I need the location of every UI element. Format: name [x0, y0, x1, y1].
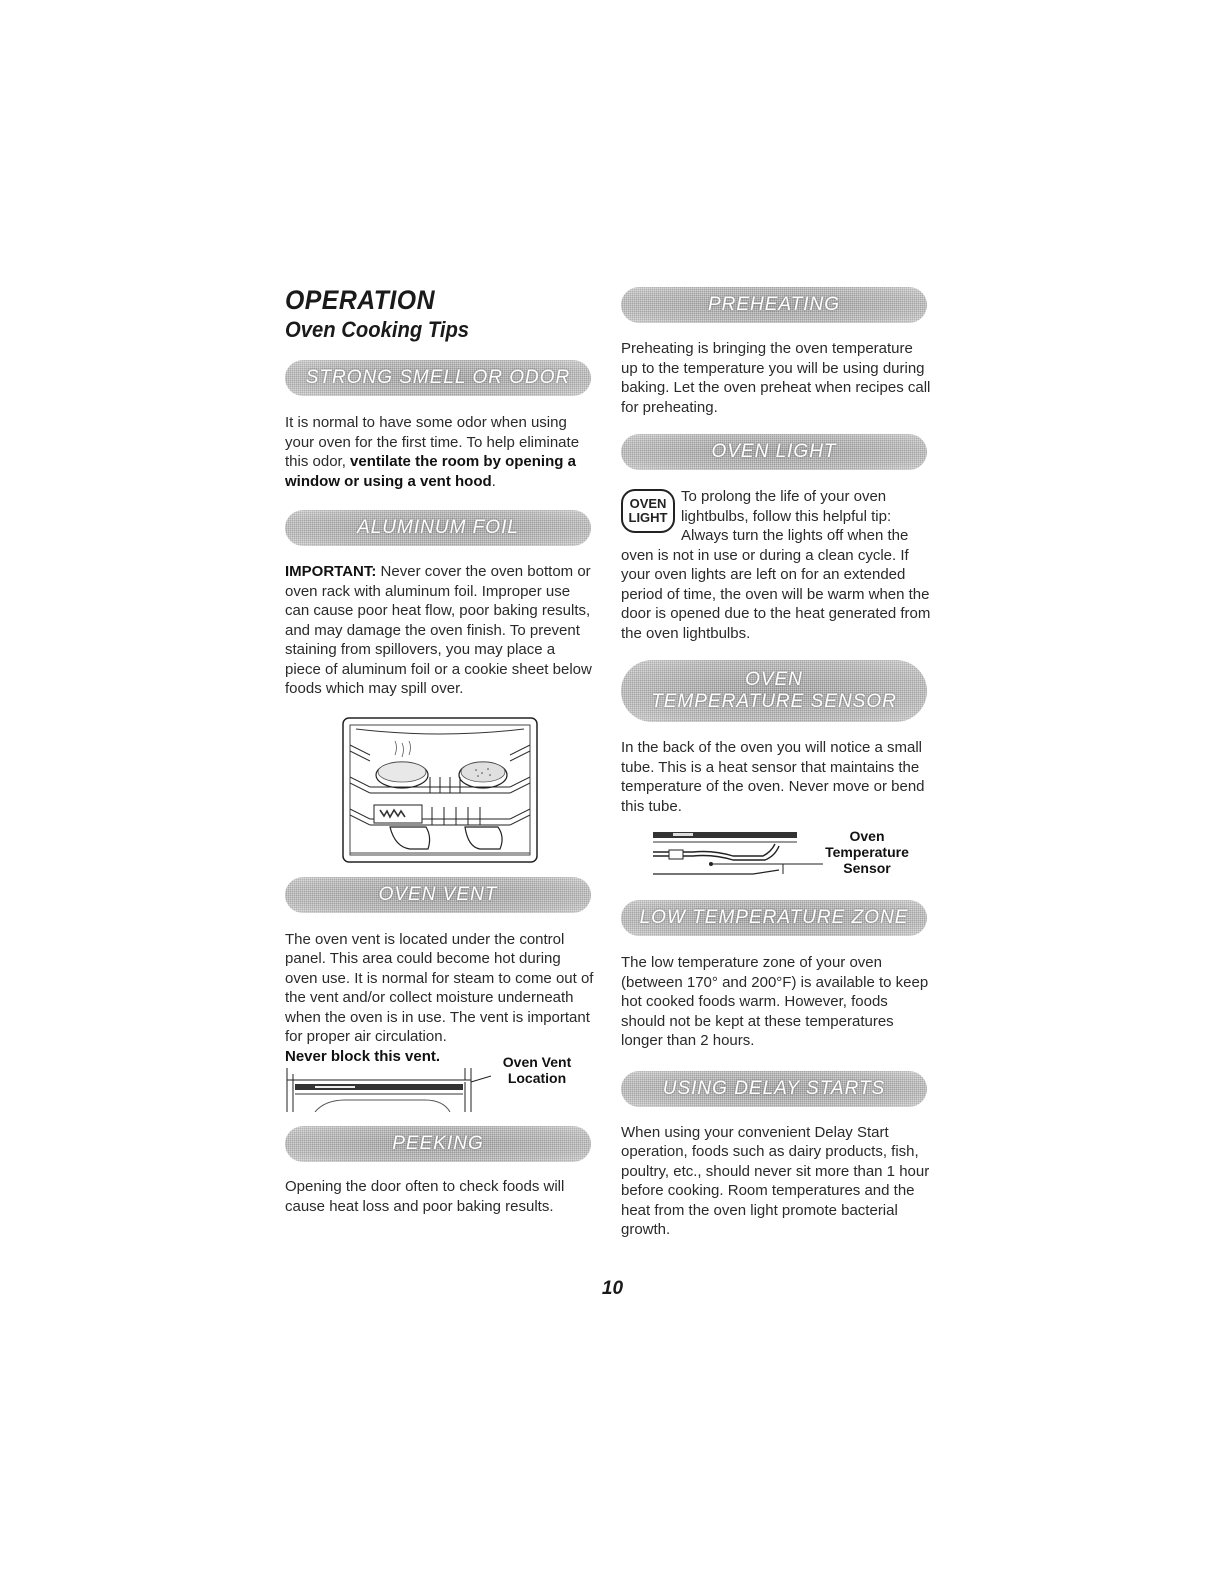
right-column — [621, 285, 931, 1240]
preheating-paragraph: Preheating is bringing the oven temperature up to the temperature you will be using during baking. Let the oven preheat when recipes call for preheating. — [621, 340, 931, 416]
peeking-paragraph: Opening the door often to check foods will cause heat loss and poor baking results. — [285, 1178, 565, 1215]
section-heading-temperature-sensor: OVEN TEMPERATURE SENSOR — [621, 660, 927, 722]
oven-light-block — [621, 487, 931, 643]
oven-rack-foil-icon — [340, 715, 540, 865]
oven-vent-warning: Never block this vent. — [285, 1047, 441, 1065]
delay-start-paragraph: When using your convenient Delay Start operation, foods such as dairy products, fish, poultry, etc., should never sit more than 1 hour before cooking. Room temperatures and the heat from the oven light promote bacterial growth. — [621, 1123, 930, 1238]
section-heading-preheating: PREHEATING — [621, 287, 927, 323]
temperature-sensor-paragraph: In the back of the oven you will notice a small tube. This is a heat sensor that maintains the temperature of the oven. Never move or bend this tube. — [621, 739, 925, 815]
oven-light-paragraph: To prolong the life of your oven lightbulbs, follow this helpful tip: Always turn the lights off when the oven is not in use or during a clean cycle. If your oven lights are left on for an extended period of time, the oven will be warm when the door is opened due to the heat generated from the oven lightbulbs. — [621, 488, 931, 642]
section-heading-oven-light: OVEN LIGHT — [621, 434, 927, 470]
left-column — [285, 285, 595, 1216]
page-title: OPERATION — [285, 285, 435, 315]
section-heading-aluminum-foil: ALUMINUM FOIL — [285, 510, 591, 546]
oven-vent-location-label: Oven Vent Location — [502, 1054, 572, 1086]
temperature-sensor-tube-icon — [653, 830, 833, 880]
temperature-sensor-illustration — [621, 830, 931, 886]
section-heading-strong-smell: STRONG SMELL OR ODOR — [285, 360, 591, 396]
strong-smell-paragraph: It is normal to have some odor when using your oven for the first time. To help eliminate this odor, ventilate the room by opening a window or using a vent hood. — [285, 414, 580, 490]
page-subtitle: Oven Cooking Tips — [285, 317, 470, 342]
page-number: 10 — [601, 1278, 624, 1299]
section-heading-delay-start: USING DELAY STARTS — [621, 1071, 927, 1107]
oven-vent-paragraph: The oven vent is located under the control panel. This area could become hot during oven use. It is normal for steam to come out of the vent and/or collect moisture underneath when the oven is in use. The vent is important for proper air circulation. — [285, 930, 594, 1045]
section-heading-low-temperature-zone: LOW TEMPERATURE ZONE — [621, 900, 927, 936]
oven-interior-illustration — [340, 715, 540, 865]
oven-vent-location-icon — [285, 1068, 495, 1112]
low-temperature-paragraph: The low temperature zone of your oven (between 170° and 200°F) is available to keep hot cooked foods warm. However, foods should not be kept at these temperatures longer than 2 hours. — [621, 954, 929, 1049]
temperature-sensor-label: Oven Temperature Sensor — [825, 828, 909, 876]
oven-light-button-icon: OVEN LIGHT — [621, 489, 675, 533]
section-heading-peeking: PEEKING — [285, 1126, 591, 1162]
section-heading-oven-vent: OVEN VENT — [285, 877, 591, 913]
strong-smell-emphasis: ventilate the room by opening a window or using a vent hood — [285, 453, 576, 490]
aluminum-foil-paragraph: IMPORTANT: Never cover the oven bottom or oven rack with aluminum foil. Improper use can cause poor heat flow, poor baking results, and may damage the oven finish. To prevent staining from spillovers, you may place a piece of aluminum foil or a cookie sheet below foods which may spill over. — [285, 563, 592, 697]
important-label: IMPORTANT: — [285, 563, 377, 580]
